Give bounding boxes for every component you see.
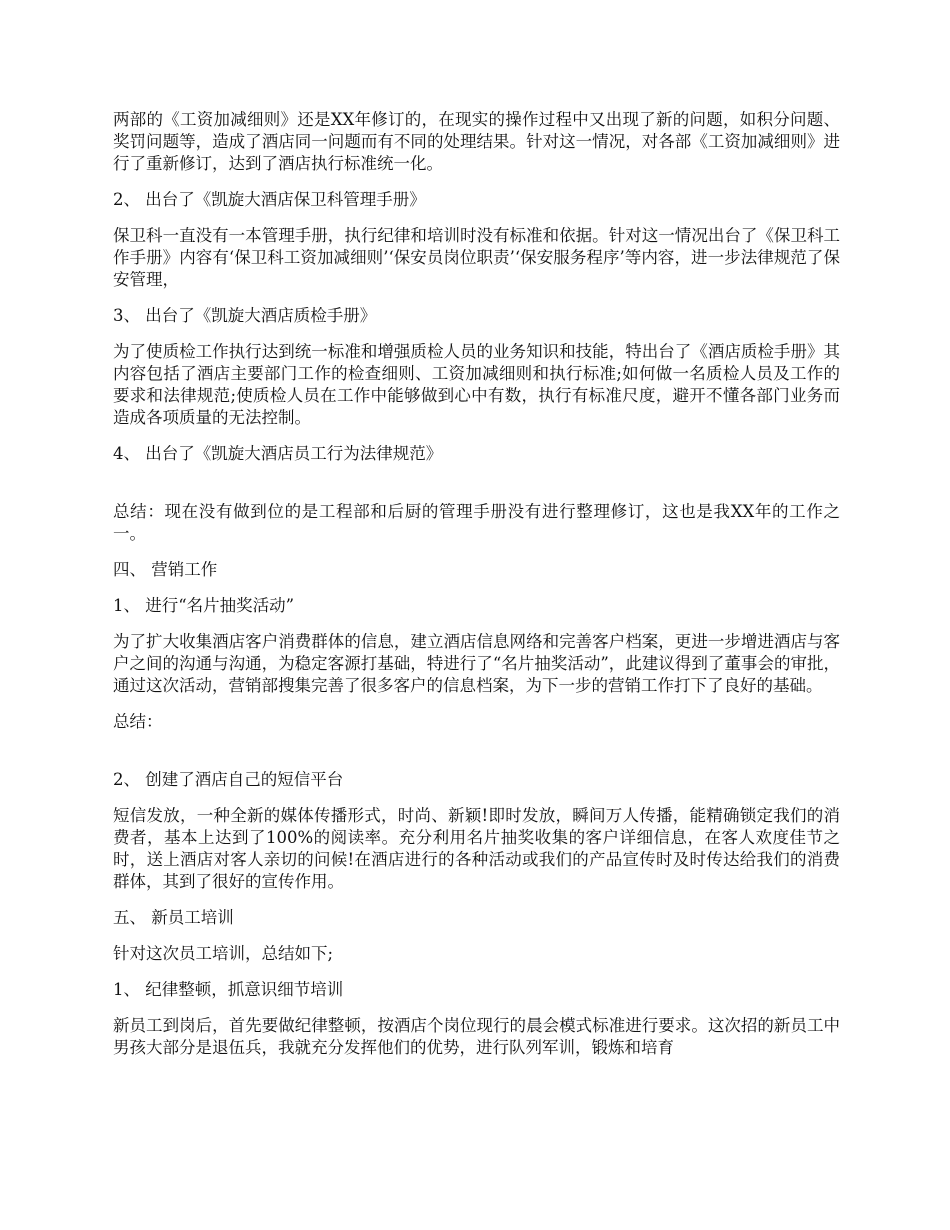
heading-security-handbook: 2、 出台了《凯旋大酒店保卫科管理手册》 xyxy=(113,190,426,209)
paragraph-wage-rules: 两部的《工资加减细则》还是XX年修订的，在现实的操作过程中又出现了新的问题，如积分问题、奖罚问题等，造成了酒店同一问题而有不同的处理结果。针对这一情况，对各部《工资加减细则》进行了重新修订，达到了酒店执行标准统一化。 xyxy=(113,110,840,173)
heading-quality-handbook: 3、 出台了《凯旋大酒店质检手册》 xyxy=(113,306,377,325)
label-summary: 总结： xyxy=(113,712,163,731)
heading-employee-conduct: 4、 出台了《凯旋大酒店员工行为法律规范》 xyxy=(113,444,443,463)
paragraph-business-card-lottery: 为了扩大收集酒店客户消费群体的信息，建立酒店信息网络和完善客户档案，更进一步增进酒店与客户之间的沟通与沟通，为稳定客源打基础，特进行了“名片抽奖活动”，此建议得到了董事会的审批，通过这次活动，营销部搜集完善了很多客户的信息档案，为下一步的营销工作打下了良好的基础。 xyxy=(113,632,840,695)
section-heading-new-staff-training: 五、 新员工培训 xyxy=(113,908,234,927)
paragraph-security-handbook: 保卫科一直没有一本管理手册，执行纪律和培训时没有标准和依据。针对这一情况出台了《保卫科工作手册》内容有‘保卫科工资加减细则’‘保安员岗位职责’‘保安服务程序’等内容，进一步法律规范了保安管理， xyxy=(113,226,840,289)
paragraph-quality-handbook: 为了使质检工作执行达到统一标准和增强质检人员的业务知识和技能，特出台了《酒店质检手册》其内容包括了酒店主要部门工作的检查细则、工资加减细则和执行标准;如何做一名质检人员及工作的要求和法律规范;使质检人员在工作中能够做到心中有数，执行有标准尺度，避开不懂各部门业务而造成各项质量的无法控制。 xyxy=(113,342,840,427)
section-heading-marketing: 四、 营销工作 xyxy=(113,560,218,579)
heading-business-card-lottery: 1、 进行“名片抽奖活动” xyxy=(113,596,295,615)
blank-line xyxy=(113,479,840,501)
heading-discipline: 1、 纪律整顿，抓意识细节培训 xyxy=(113,980,344,999)
blank-line xyxy=(113,747,840,769)
heading-sms-platform: 2、 创建了酒店自己的短信平台 xyxy=(113,770,344,789)
paragraph-sms-platform: 短信发放，一种全新的媒体传播形式，时尚、新颖!即时发放，瞬间万人传播，能精确锁定我们的消费者，基本上达到了100%的阅读率。充分利用名片抽奖收集的客户详细信息，在客人欢度佳节之时，送上酒店对客人亲切的问候!在酒店进行的各种活动或我们的产品宣传时及时传达给我们的消费群体，其到了很好的宣传作用。 xyxy=(113,806,840,891)
intro-training-summary: 针对这次员工培训，总结如下; xyxy=(113,944,334,963)
paragraph-discipline: 新员工到岗后，首先要做纪律整顿，按酒店个岗位现行的晨会模式标准进行要求。这次招的新员工中男孩大部分是退伍兵，我就充分发挥他们的优势，进行队列军训，锻炼和培育 xyxy=(113,1016,840,1057)
paragraph-summary-manuals: 总结：现在没有做到位的是工程部和后厨的管理手册没有进行整理修订，这也是我XX年的工作之一。 xyxy=(113,502,840,543)
document-page xyxy=(113,109,840,1073)
